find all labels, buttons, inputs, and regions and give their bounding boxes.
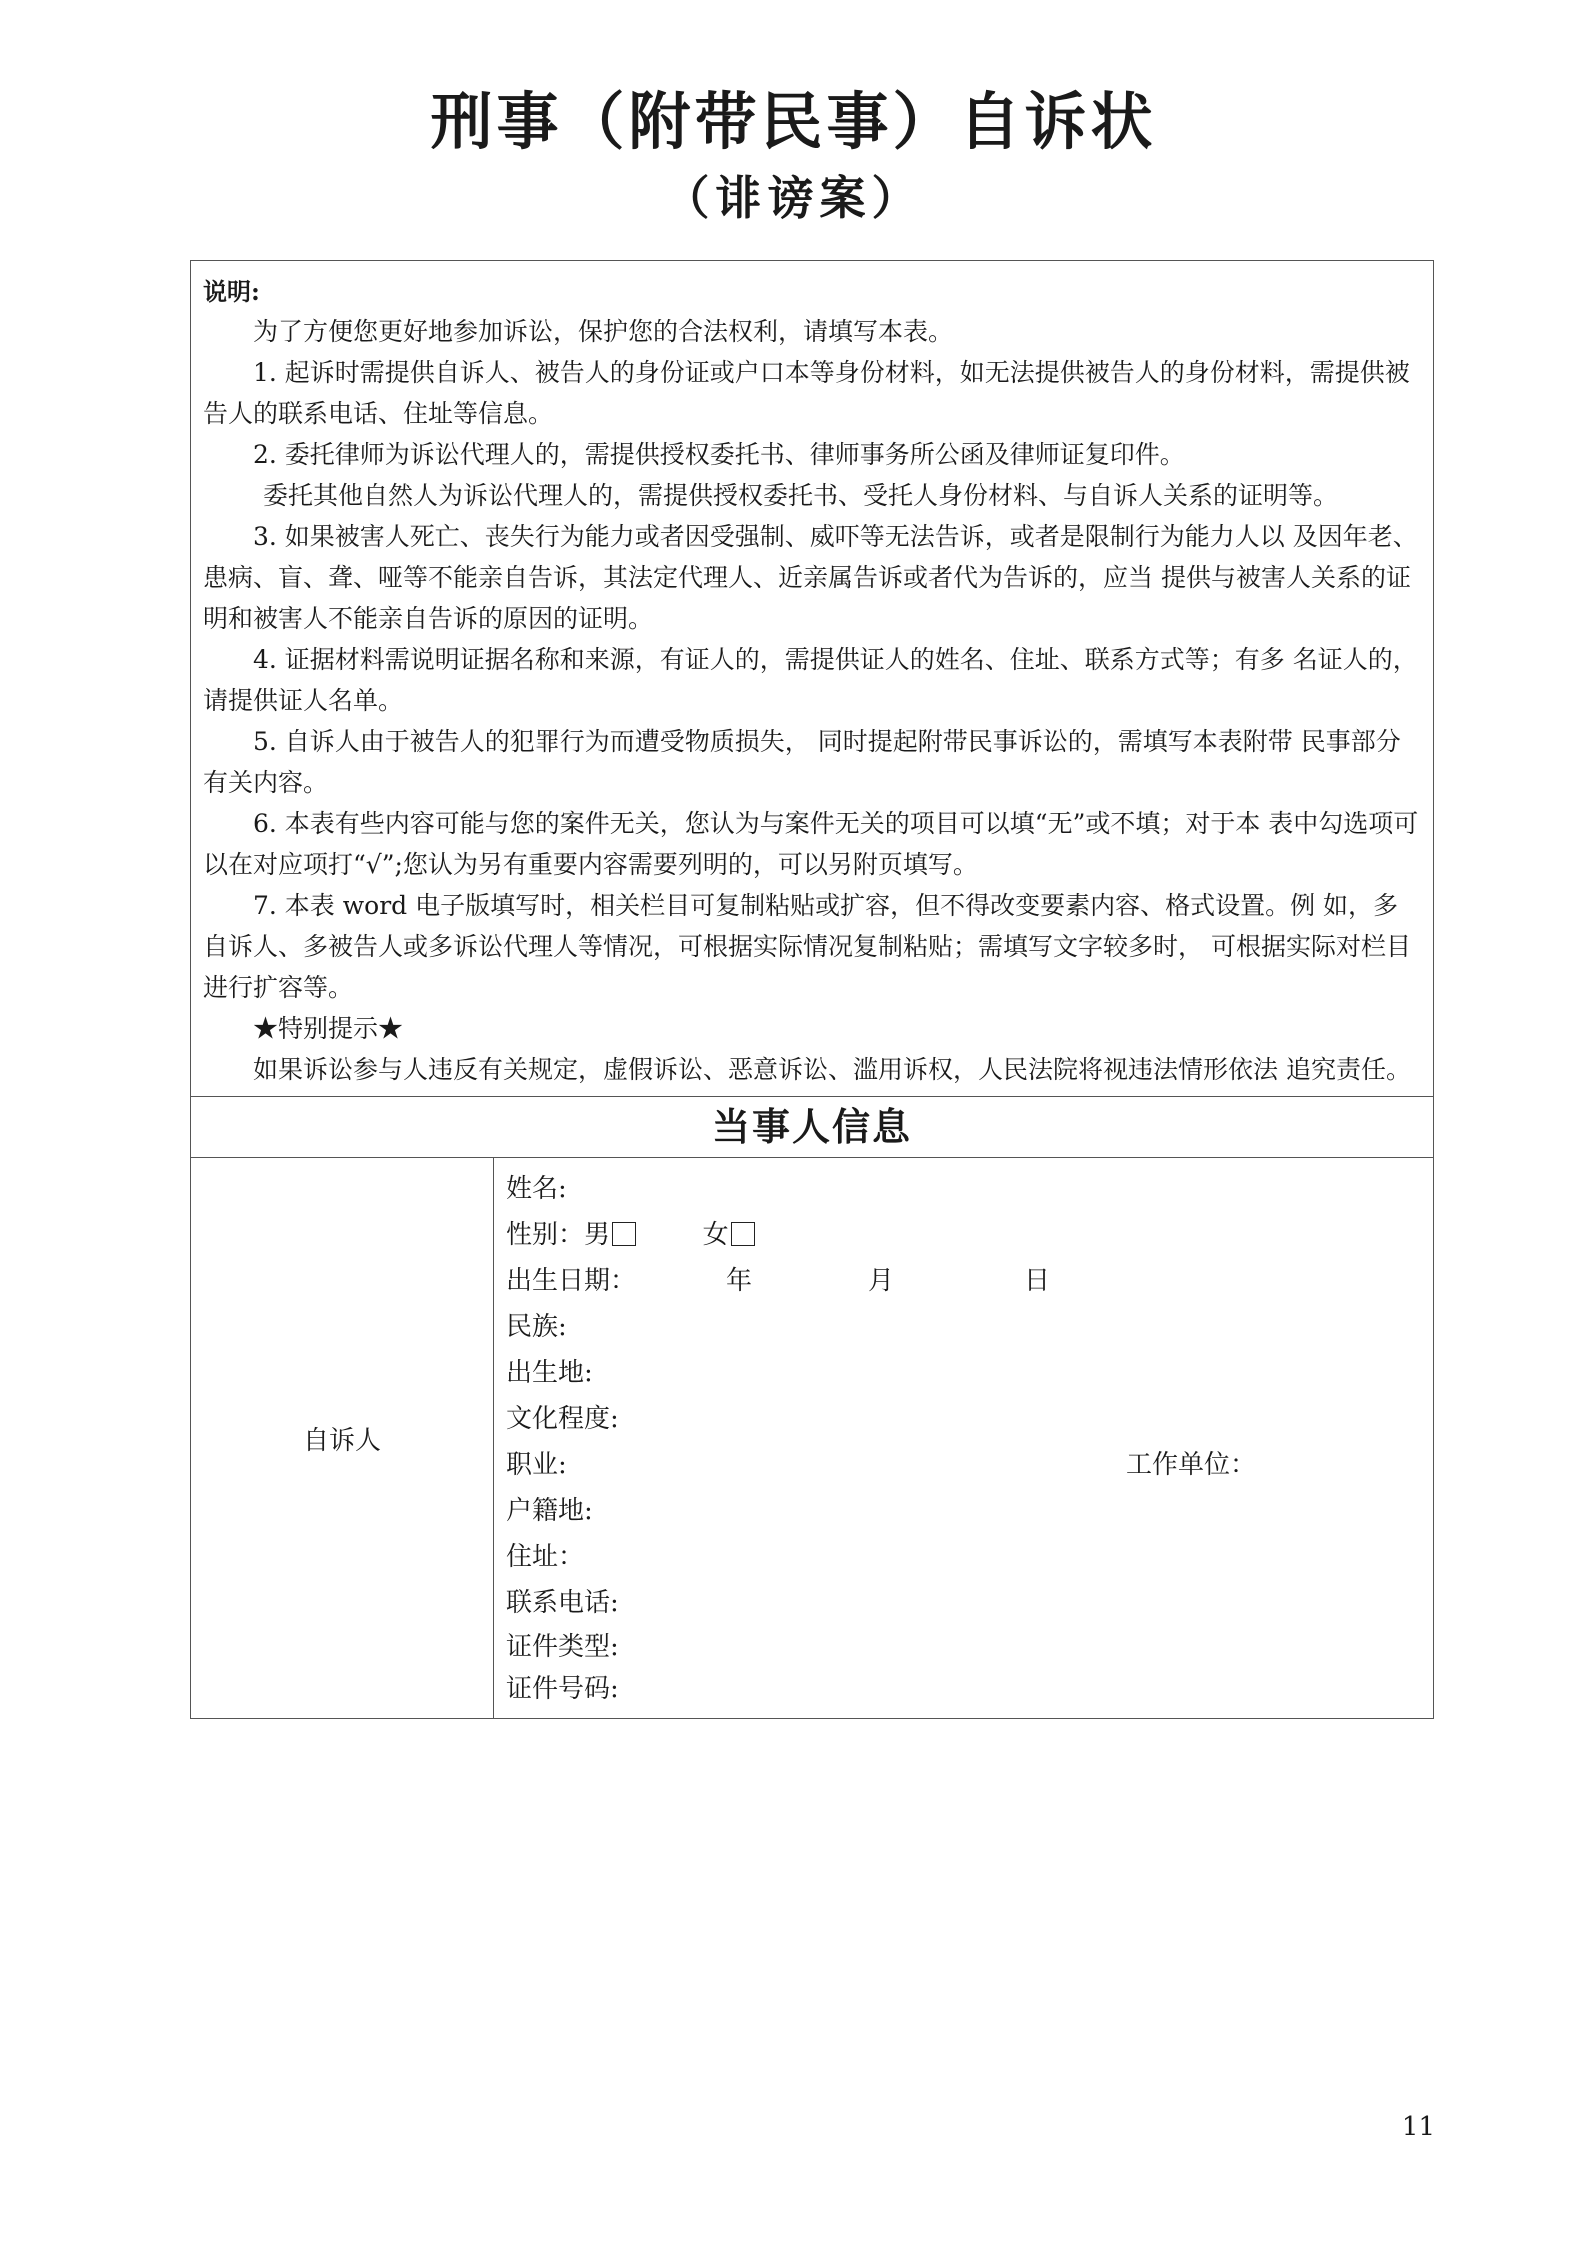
female-option-label: 女	[702, 1220, 729, 1250]
education-field[interactable]	[506, 1396, 1421, 1442]
instruction-paragraph: 3. 如果被害人死亡、丧失行为能力或者因受强制、威吓等无法告诉，或者是限制行为能力人以 及因年老、患病、盲、聋、哑等不能亲自告诉，其法定代理人、近亲属告诉或者代为告诉的，应当 提供与被害人关系的证明和被害人不能亲自告诉的原因的证明。	[203, 522, 1418, 633]
instruction-paragraph: 4. 证据材料需说明证据名称和来源，有证人的，需提供证人的姓名、住址、联系方式等；有多 名证人的，请提供证人名单。	[203, 645, 1418, 715]
phone-label: 联系电话:	[506, 1588, 619, 1618]
instructions-heading: 说明:	[203, 277, 260, 306]
address-field[interactable]	[506, 1534, 1421, 1580]
instruction-paragraph: 5. 自诉人由于被告人的犯罪行为而遭受物质损失， 同时提起附带民事诉讼的，需填写本表附带 民事部分有关内容。	[203, 727, 1401, 797]
instruction-paragraph: 1. 起诉时需提供自诉人、被告人的身份证或户口本等身份材料，如无法提供被告人的身份材料，需提供被告人的联系电话、住址等信息。	[203, 358, 1410, 428]
female-checkbox[interactable]	[731, 1222, 755, 1246]
occupation-label: 职业:	[506, 1450, 567, 1480]
day-label: 日	[1024, 1266, 1051, 1296]
plaintiff-label: 自诉人	[191, 1158, 494, 1718]
male-option-label: 男	[584, 1220, 611, 1250]
id-number-label: 证件号码:	[506, 1674, 619, 1704]
ethnicity-field[interactable]	[506, 1304, 1421, 1350]
instruction-paragraph: 2. 委托律师为诉讼代理人的，需提供授权委托书、律师事务所公函及律师证复印件。	[253, 440, 1185, 469]
gender-label: 性别：	[506, 1220, 585, 1250]
special-notice-text: 如果诉讼参与人违反有关规定，虚假诉讼、恶意诉讼、滥用诉权，人民法院将视违法情形依法 追究责任。	[253, 1055, 1411, 1084]
id-type-label: 证件类型:	[506, 1632, 619, 1662]
ethnicity-label: 民族:	[506, 1312, 567, 1342]
education-label: 文化程度:	[506, 1404, 619, 1434]
instructions-section	[191, 261, 1433, 1096]
page-subtitle: （诽谤案）	[663, 171, 924, 225]
instruction-paragraph: 7. 本表 word 电子版填写时，相关栏目可复制粘贴或扩容，但不得改变要素内容、格式设置。例 如，多自诉人、多被告人或多诉讼代理人等情况，可根据实际情况复制粘贴；需填写文字较多时， 可根据实际对栏目进行扩容等。	[203, 891, 1411, 1002]
household-field[interactable]	[506, 1488, 1421, 1534]
name-label: 姓名:	[506, 1174, 567, 1204]
form-table	[190, 260, 1434, 1719]
name-field[interactable]	[506, 1166, 1421, 1212]
birthplace-field[interactable]	[506, 1350, 1421, 1396]
id-type-field[interactable]	[506, 1626, 1421, 1668]
male-checkbox[interactable]	[612, 1222, 636, 1246]
month-label: 月	[868, 1266, 895, 1296]
instruction-paragraph: 委托其他自然人为诉讼代理人的，需提供授权委托书、受托人身份材料、与自诉人关系的证明等。	[263, 481, 1339, 510]
section-title: 当事人信息	[191, 1096, 1433, 1157]
page-title: 刑事（附带民事）自诉状	[430, 85, 1157, 158]
year-label: 年	[726, 1266, 753, 1296]
plaintiff-row	[191, 1157, 1433, 1718]
birthplace-label: 出生地:	[506, 1358, 593, 1388]
address-label: 住址：	[506, 1542, 585, 1572]
dob-label: 出生日期：	[506, 1266, 637, 1296]
special-notice-heading: ★特别提示★	[253, 1014, 404, 1043]
id-number-field[interactable]	[506, 1668, 1421, 1710]
occupation-field[interactable]	[506, 1442, 1421, 1488]
household-label: 户籍地:	[506, 1496, 593, 1526]
instruction-paragraph: 6. 本表有些内容可能与您的案件无关，您认为与案件无关的项目可以填“无”或不填；对于本 表中勾选项可以在对应项打“√”;您认为另有重要内容需要列明的，可以另附页填写。	[203, 809, 1419, 879]
phone-field[interactable]	[506, 1580, 1421, 1626]
page-number: 11	[1401, 2112, 1435, 2142]
employer-label: 工作单位：	[1126, 1450, 1257, 1480]
instruction-paragraph: 为了方便您更好地参加诉讼，保护您的合法权利，请填写本表。	[253, 317, 954, 346]
plaintiff-fields	[494, 1158, 1433, 1718]
gender-field	[506, 1212, 1421, 1258]
dob-field[interactable]	[506, 1258, 1421, 1304]
